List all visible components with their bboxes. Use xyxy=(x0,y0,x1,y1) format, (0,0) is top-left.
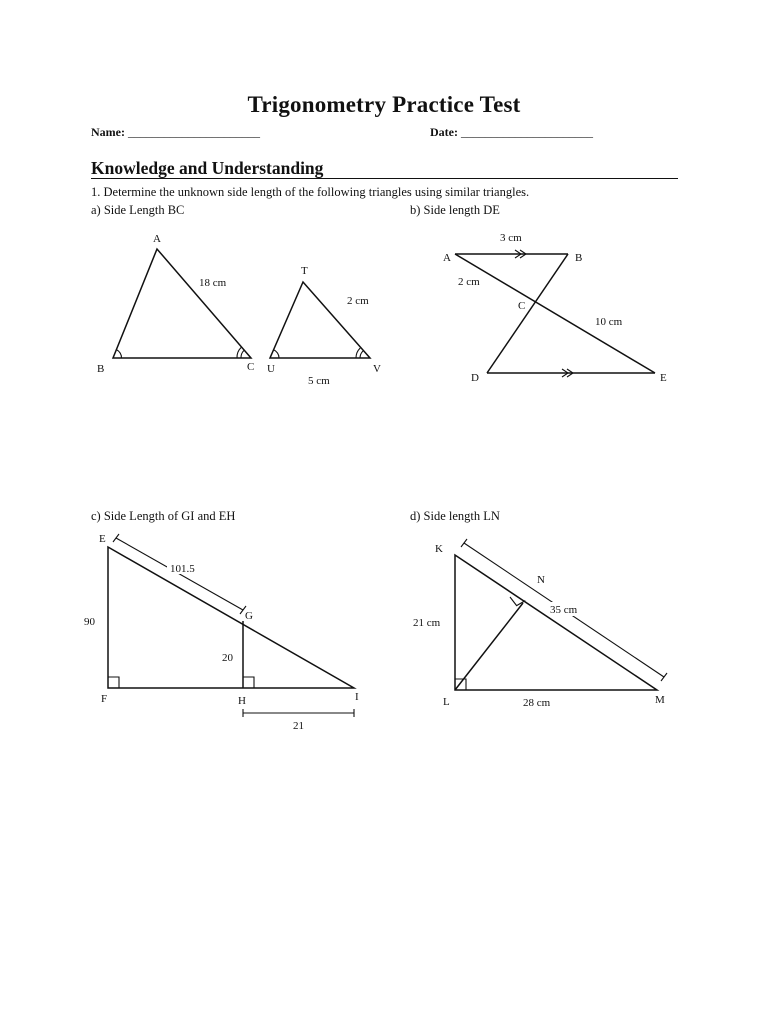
section-heading: Knowledge and Understanding xyxy=(91,158,324,178)
angle-mark-c-inner xyxy=(241,350,244,358)
vertex-a: A xyxy=(443,252,451,264)
vertex-b: B xyxy=(575,252,583,264)
vertex-f: F xyxy=(101,693,108,705)
measure-km: 35 cm xyxy=(550,604,578,616)
measure-hi: 21 xyxy=(293,720,304,732)
vertex-t: T xyxy=(301,265,308,277)
vertex-e: E xyxy=(99,533,106,545)
part-a-label: a) Side Length BC xyxy=(91,203,185,217)
part-b-label: b) Side length DE xyxy=(410,203,500,217)
vertex-k: K xyxy=(435,543,443,555)
angle-mark-b xyxy=(116,350,121,358)
triangle-efi xyxy=(108,547,354,688)
angle-mark-v-inner xyxy=(360,351,363,358)
measure-ce: 10 cm xyxy=(595,316,623,328)
triangle-tuv xyxy=(270,282,370,358)
name-label: Name: xyxy=(91,125,125,139)
vertex-m: M xyxy=(655,694,665,706)
part-d-label: d) Side length LN xyxy=(410,509,500,523)
vertex-g: G xyxy=(245,610,253,622)
measure-tv: 2 cm xyxy=(347,295,369,307)
name-blank: ______________________ xyxy=(127,125,260,139)
vertex-l: L xyxy=(443,696,450,708)
vertex-c: C xyxy=(247,361,255,373)
right-angle-h xyxy=(243,677,254,688)
vertex-u: U xyxy=(267,363,275,375)
right-angle-n xyxy=(510,597,525,606)
dimension-km-tick-start xyxy=(461,539,467,547)
vertex-h: H xyxy=(238,695,246,707)
question-1: 1. Determine the unknown side length of the following triangles using similar triangles. xyxy=(91,185,530,199)
measure-uv: 5 cm xyxy=(308,375,330,387)
measure-gh: 20 xyxy=(222,652,233,664)
vertex-n: N xyxy=(537,574,545,586)
vertex-a: A xyxy=(153,233,161,245)
measure-ac: 2 cm xyxy=(458,276,480,288)
altitude-ln xyxy=(455,603,523,690)
right-angle-f xyxy=(108,677,119,688)
measure-ab: 18 cm xyxy=(199,277,227,289)
measure-ef: 90 xyxy=(84,616,95,628)
measure-kl: 21 cm xyxy=(413,617,441,629)
angle-mark-u xyxy=(274,350,279,358)
date-blank: ______________________ xyxy=(460,125,593,139)
page-title: Trigonometry Practice Test xyxy=(247,92,521,117)
figure-a xyxy=(97,233,381,387)
vertex-c: C xyxy=(518,300,526,312)
measure-eg: 101.5 xyxy=(170,563,195,575)
triangle-klm xyxy=(455,555,657,690)
figure-b xyxy=(443,232,667,384)
figure-d xyxy=(413,539,667,709)
dimension-km-tick-end xyxy=(661,673,667,681)
vertex-b: B xyxy=(97,363,105,375)
date-label: Date: xyxy=(430,125,458,139)
vertex-i: I xyxy=(355,691,359,703)
figure-c xyxy=(84,533,359,732)
part-c-label: c) Side Length of GI and EH xyxy=(91,509,236,523)
vertex-v: V xyxy=(373,363,381,375)
triangle-abc xyxy=(113,249,251,358)
vertex-e: E xyxy=(660,372,667,384)
measure-ab: 3 cm xyxy=(500,232,522,244)
measure-lm: 28 cm xyxy=(523,697,551,709)
dimension-eg-tick-start xyxy=(113,534,119,542)
vertex-d: D xyxy=(471,372,479,384)
